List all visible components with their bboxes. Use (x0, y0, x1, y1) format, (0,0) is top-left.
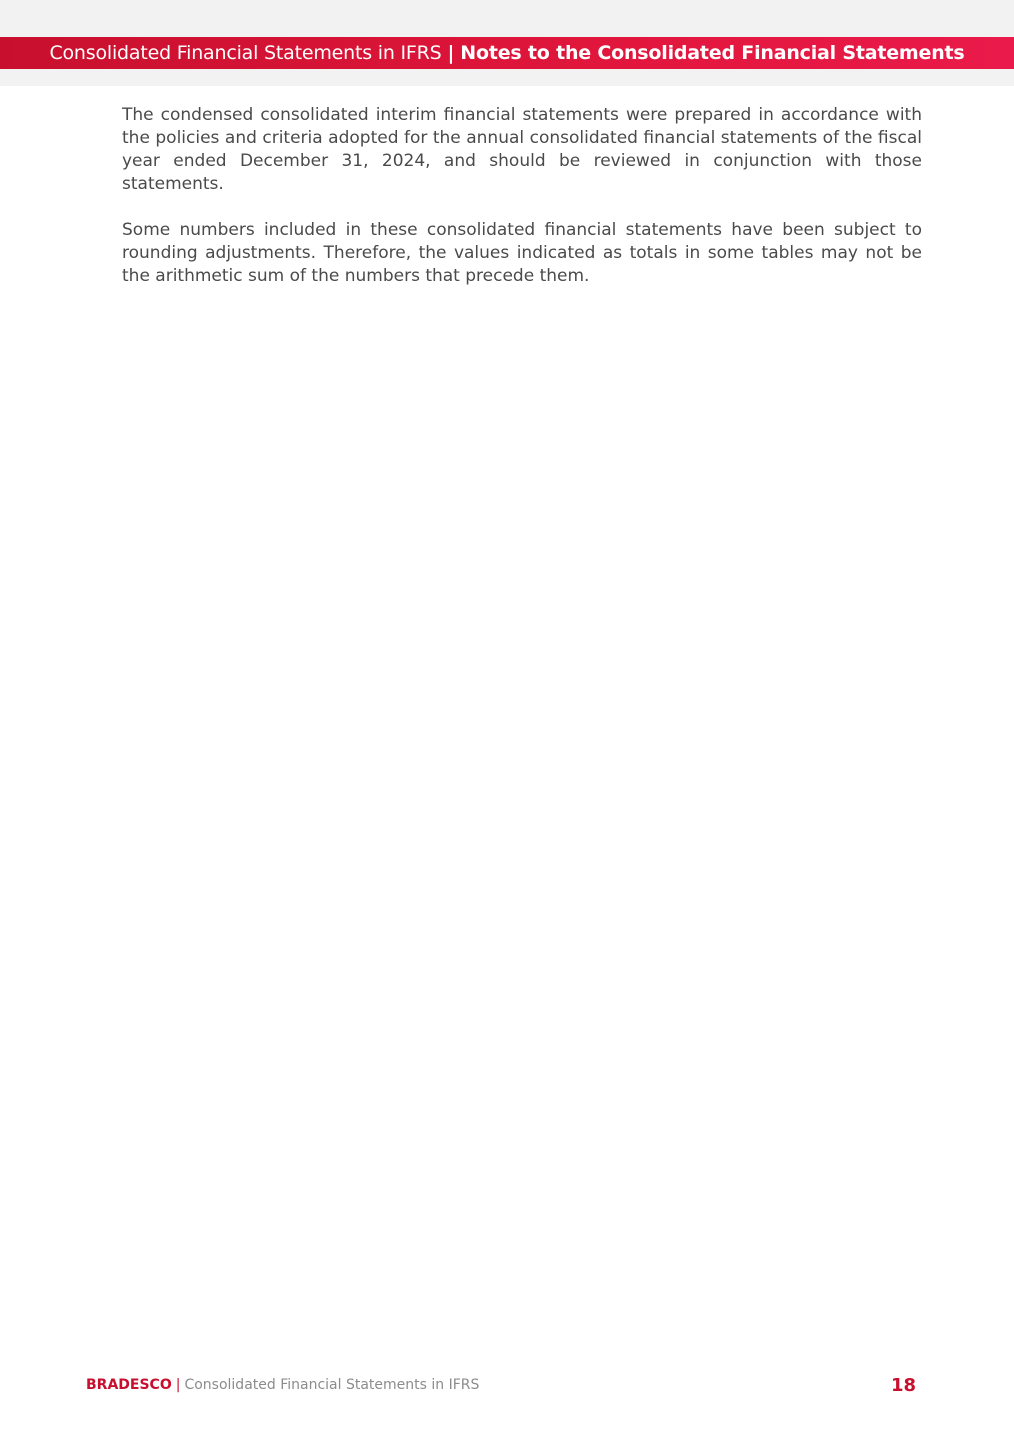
page-number: 18 (890, 1374, 916, 1396)
header-subsection-title: Notes to the Consolidated Financial Statements (460, 42, 965, 64)
running-header (0, 37, 1014, 69)
header-section-title: Consolidated Financial Statements in IFRS (49, 42, 442, 64)
footer-title (86, 1377, 479, 1393)
page-footer (86, 1374, 916, 1396)
page-content (122, 104, 922, 311)
paragraph-rounding: Some numbers included in these consolidated financial statements have been subject to rounding adjustments. Therefore, the values indicated as totals in some tables may not be the arithmetic sum of the numbers that precede them. (122, 220, 922, 286)
header-separator: | (447, 42, 455, 64)
paragraph-basis-of-preparation: The condensed consolidated interim financial statements were prepared in accordance with the policies and criteria adopted for the annual consolidated financial statements of the fiscal year ended December 31, 2024, and should be reviewed in conjunction with those statements. (122, 105, 922, 194)
footer-brand: BRADESCO (86, 1377, 172, 1393)
footer-doc-title: Consolidated Financial Statements in IFRS (184, 1377, 480, 1393)
footer-separator: | (175, 1377, 181, 1393)
